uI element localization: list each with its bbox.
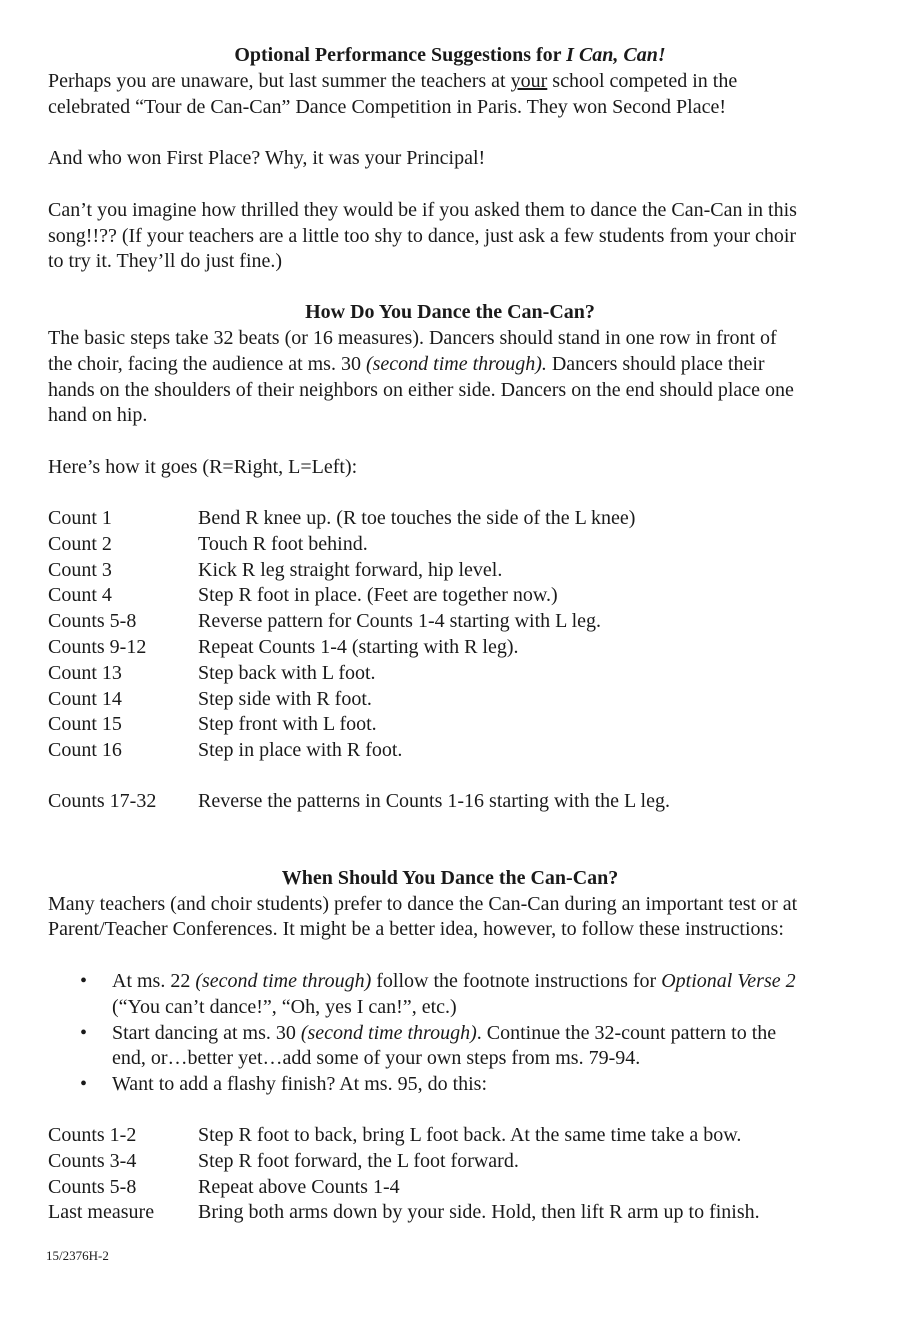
- bullet-icon: •: [80, 1022, 88, 1044]
- count-label: Count 15: [48, 713, 122, 736]
- count-description: Reverse the patterns in Counts 1-16 starting with the L leg.: [198, 790, 670, 812]
- count-description: Touch R foot behind.: [198, 532, 368, 555]
- how-intro: Here’s how it goes (R=Right, L=Left):: [48, 456, 358, 478]
- intro-line-6: to try it. They’ll do just fine.): [48, 250, 283, 272]
- how-heading: How Do You Dance the Can-Can?: [305, 301, 595, 323]
- count-description: Bring both arms down by your side. Hold, then lift R arm up to finish.: [198, 1201, 760, 1224]
- count-label: Counts 17-32: [48, 790, 157, 812]
- count-description: Step side with R foot.: [198, 687, 372, 710]
- count-label: Count 1: [48, 507, 112, 529]
- count-label: Counts 1-2: [48, 1124, 137, 1146]
- intro-line-5: song!!?? (If your teachers are a little too shy to dance, just ask a few students from your choir: [48, 225, 797, 247]
- count-label: Counts 5-8: [48, 1175, 137, 1198]
- count-label: Last measure: [48, 1201, 155, 1224]
- count-label: Count 14: [48, 687, 122, 710]
- count-description: Bend R knee up. (R toe touches the side of the L knee): [198, 507, 636, 529]
- bullet-icon: •: [80, 970, 88, 992]
- count-description: Kick R leg straight forward, hip level.: [198, 558, 503, 581]
- when-line-2: Parent/Teacher Conferences. It might be a better idea, however, to follow these instructions:: [48, 918, 784, 940]
- count-description: Reverse pattern for Counts 1-4 starting with L leg.: [198, 610, 602, 633]
- count-label: Count 4: [48, 584, 112, 607]
- count-label: Count 3: [48, 558, 112, 581]
- count-description: Repeat above Counts 1-4: [198, 1175, 400, 1198]
- count-label: Count 2: [48, 532, 112, 555]
- count-description: Step back with L foot.: [198, 661, 376, 684]
- count-description: Step front with L foot.: [198, 713, 377, 736]
- count-description: Step R foot forward, the L foot forward.: [198, 1149, 519, 1172]
- page-footer-code: 15/2376H-2: [46, 1248, 109, 1263]
- bullet-icon: •: [80, 1073, 88, 1095]
- when-line-1: Many teachers (and choir students) prefer to dance the Can-Can during an important test or at: [48, 893, 798, 915]
- count-description: Step R foot in place. (Feet are together now.): [198, 584, 558, 607]
- count-label: Counts 3-4: [48, 1149, 137, 1172]
- count-label: Counts 5-8: [48, 610, 137, 633]
- page-title: [0, 42, 900, 68]
- title-song-name: I Can, Can!: [566, 44, 666, 66]
- count-description: Repeat Counts 1-4 (starting with R leg).: [198, 636, 519, 658]
- title-text: Optional Performance Suggestions for: [234, 44, 567, 66]
- intro-line-4: Can’t you imagine how thrilled they would be if you asked them to dance the Can-Can in this: [48, 199, 797, 221]
- how-line-1: The basic steps take 32 beats (or 16 measures). Dancers should stand in one row in front of: [48, 327, 777, 349]
- count-description: Step R foot to back, bring L foot back. At the same time take a bow.: [198, 1124, 742, 1146]
- intro-line-2: celebrated “Tour de Can-Can” Dance Competition in Paris. They won Second Place!: [48, 96, 727, 118]
- how-line-3: hands on the shoulders of their neighbors on either side. Dancers on the end should place one: [48, 379, 794, 401]
- document-page: Optional Performance Suggestions for I Can, Can! Perhaps you are unaware, but last summer the teachers at your school competed in the celebrated “Tour de Can-Can” Dance Competition in Paris. They won Second Place! And who won First Place? Why, it was your Principal! Can’t you imagine how thrilled they would be if you asked them to dance the Can-Can in this song!!?? (If your teachers are a little too shy to dance, just ask a few students from your choir to try it. They’ll do just fine.) How Do You Dance the Can-Can? The basic steps take 32 beats (or 16 measures). Dancers should stand in one row in front of the choir, facing the audience at ms. 30 (second time through). Dancers should place their hands on the shoulders of their neighbors on either side. Dancers on the end should place one hand on hip. Here’s how it goes (R=Right, L=Left): Count 1 Bend R knee up. (R toe touches the side of the L knee) Count 2 Touch R foot behind. Count 3 Kick R leg straight forward, hip level. Count 4 Step R foot in place. (Feet are together now.) Counts 5-8 Reverse pattern for Counts 1-4 starting with L leg. Counts 9-12 Repeat Counts 1-4 (starting with R leg). Count 13 Step back with L foot. Count 14 Step side with R foot. Count 15 Step front with L foot. Count 16 Step in place with R foot. Counts 17-32 Reverse the patterns in Counts 1-16 starting with the L leg. When Should You Dance the Can-Can? Many teachers (and choir students) prefer to dance the Can-Can during an important test or at Parent/Teacher Conferences. It might be a better idea, however, to follow these instructions: • At ms. 22 (second time through) follow the footnote instructions for Optional Verse 2 (“You can’t dance!”, “Oh, yes I can!”, etc.) • Start dancing at ms. 30 (second time through). Continue the 32-count pattern to the end, or…better yet…add some of your own steps from ms. 79-94. • Want to add a flashy finish? At ms. 95, do this: Counts 1-2 Step R foot to back, bring L foot back. At the same time take a bow. Counts 3-4 Step R foot forward, the L foot forward. Counts 5-8 Repeat above Counts 1-4 Last measure Bring both arms down by your side. Hold, then lift R arm up to finish. 15/2376H-2: [0, 0, 900, 1318]
- count-label: Count 16: [48, 739, 122, 762]
- how-line-2: the choir, facing the audience at ms. 30 (second time through). Dancers should place their: [48, 353, 765, 375]
- count-label: Count 13: [48, 661, 122, 684]
- intro-line-1: Perhaps you are unaware, but last summer the teachers at your school competed in the: [48, 70, 738, 92]
- intro-line-3: And who won First Place? Why, it was your Principal!: [48, 147, 486, 169]
- how-line-4: hand on hip.: [48, 404, 148, 426]
- count-label: Counts 9-12: [48, 636, 147, 658]
- count-description: Step in place with R foot.: [198, 739, 403, 762]
- when-heading: When Should You Dance the Can-Can?: [281, 867, 619, 889]
